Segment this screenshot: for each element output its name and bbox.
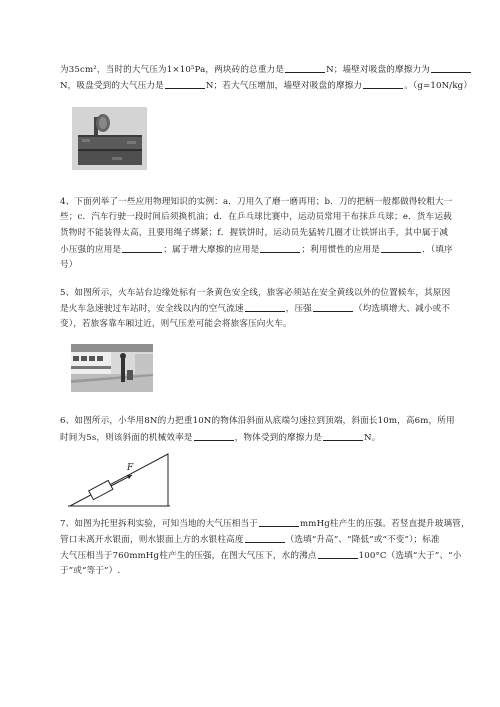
block-on-incline — [89, 480, 113, 499]
answer-blank[interactable] — [165, 79, 205, 89]
q4-line-4 — [60, 243, 453, 256]
q5-text: 5、如图所示，火车站台边缘处标有一条黄色安全线，旅客必须站在安全黄线以外的位置候车，其原因 — [60, 288, 451, 298]
q5-line-3 — [60, 318, 292, 330]
train-platform-photo — [71, 344, 153, 392]
answer-blank[interactable] — [323, 431, 363, 441]
answer-blank[interactable] — [122, 243, 162, 253]
answer-blank[interactable] — [285, 63, 325, 73]
q6-line-1 — [60, 415, 455, 427]
q4-line-2 — [60, 211, 452, 223]
q7-text: mmHg柱产生的压强。若竖直提升玻璃管， — [299, 519, 470, 529]
q4-line-1 — [60, 196, 453, 208]
q5-text: ，压强 — [285, 304, 312, 314]
q5-text: 是火车急速驶过车站时，安全线以内的空气流速 — [60, 304, 244, 314]
q3-text: N，吸盘受到的大气压力是 — [60, 81, 164, 91]
answer-blank[interactable] — [194, 431, 234, 441]
answer-blank[interactable] — [318, 549, 358, 559]
q5-text: （均选填增大、减小或不 — [353, 304, 451, 314]
q3-text: 。（g=10N/kg） — [404, 81, 473, 91]
q4-text: 号） — [60, 260, 78, 270]
q4-text: ；属于增大摩擦的应用是 — [163, 245, 260, 255]
answer-blank[interactable] — [260, 243, 300, 253]
q3-text: N；墙壁对吸盘的摩擦力为 — [326, 65, 430, 75]
answer-blank[interactable] — [259, 517, 299, 527]
q6-text: N。 — [364, 433, 381, 443]
answer-blank[interactable] — [431, 63, 471, 73]
q6-text: 6、如图所示，小华用8N的力把重10N的物体沿斜面从底端匀速拉到顶端，斜面长10m，高6m，所用 — [60, 416, 455, 426]
q3-line-2 — [60, 79, 472, 92]
q7-text: 100°C（选填“大于”、“小 — [358, 551, 462, 561]
q7-text: （选填“升高”、“降低”或“不变”）；标准 — [285, 535, 440, 545]
q4-text: 4、下面列举了一些应用物理知识的实例：a．刀用久了磨一磨再用；b．刀的把柄一般都做得较粗大一 — [60, 197, 453, 207]
incline-diagram — [66, 450, 176, 510]
q5-text: 变），若旅客靠车厢过近，则气压差可能会将旅客压向火车。 — [60, 319, 292, 329]
q3-text: N；若大气压增加，墙壁对吸盘的摩擦力 — [205, 81, 363, 91]
q7-text: 于”或“等于”）. — [60, 566, 121, 576]
q4-text: 些；c．汽车行驶一段时间后须换机油；d．在乒乓球比赛中，运动员常用干布抹乒乓球；e．货车运载 — [60, 212, 452, 222]
q4-text: ．（填序 — [422, 245, 453, 255]
q7-text: 7、如图为托里拆利实验，可知当地的大气压相当于 — [60, 519, 258, 529]
q4-line-3 — [60, 227, 448, 239]
q4-text: 小压强的应用是 — [60, 245, 122, 255]
q6-line-2 — [60, 431, 380, 444]
answer-blank[interactable] — [245, 533, 285, 543]
q3-line-1 — [60, 63, 472, 76]
q4-line-5 — [60, 259, 78, 271]
q6-text: 时间为5s，则该斜面的机械效率是 — [60, 433, 193, 443]
q7-line-4 — [60, 565, 120, 577]
q6-text: ，物体受到的摩擦力是 — [234, 433, 323, 443]
q7-line-2 — [60, 533, 440, 546]
answer-blank[interactable] — [363, 79, 403, 89]
q7-line-3 — [60, 549, 461, 562]
answer-blank[interactable] — [245, 302, 285, 312]
force-label: F — [127, 463, 134, 473]
incline-triangle — [70, 454, 168, 506]
q5-line-2 — [60, 302, 450, 315]
answer-blank[interactable] — [313, 302, 353, 312]
q4-text: 货物时不能装得太高，且要用绳子绑紧；f．握铁饼时，运动员先猛转几圈才让铁饼出手，其中属于减 — [60, 228, 449, 238]
q4-text: ；利用惯性的应用是 — [301, 245, 381, 255]
q3-text: 为35cm²，当时的大气压为1×10⁵Pa，两块砖的总重力是 — [60, 65, 285, 75]
q7-text: 大气压相当于760mmHg柱产生的压强，在图大气压下，水的沸点 — [60, 551, 317, 561]
q7-text: 管口未离开水银面，则水银面上方的水银柱高度 — [60, 535, 244, 545]
q7-line-1 — [60, 517, 470, 530]
q5-line-1 — [60, 287, 450, 299]
suction-cup-bricks-photo — [72, 107, 147, 170]
answer-blank[interactable] — [381, 243, 421, 253]
